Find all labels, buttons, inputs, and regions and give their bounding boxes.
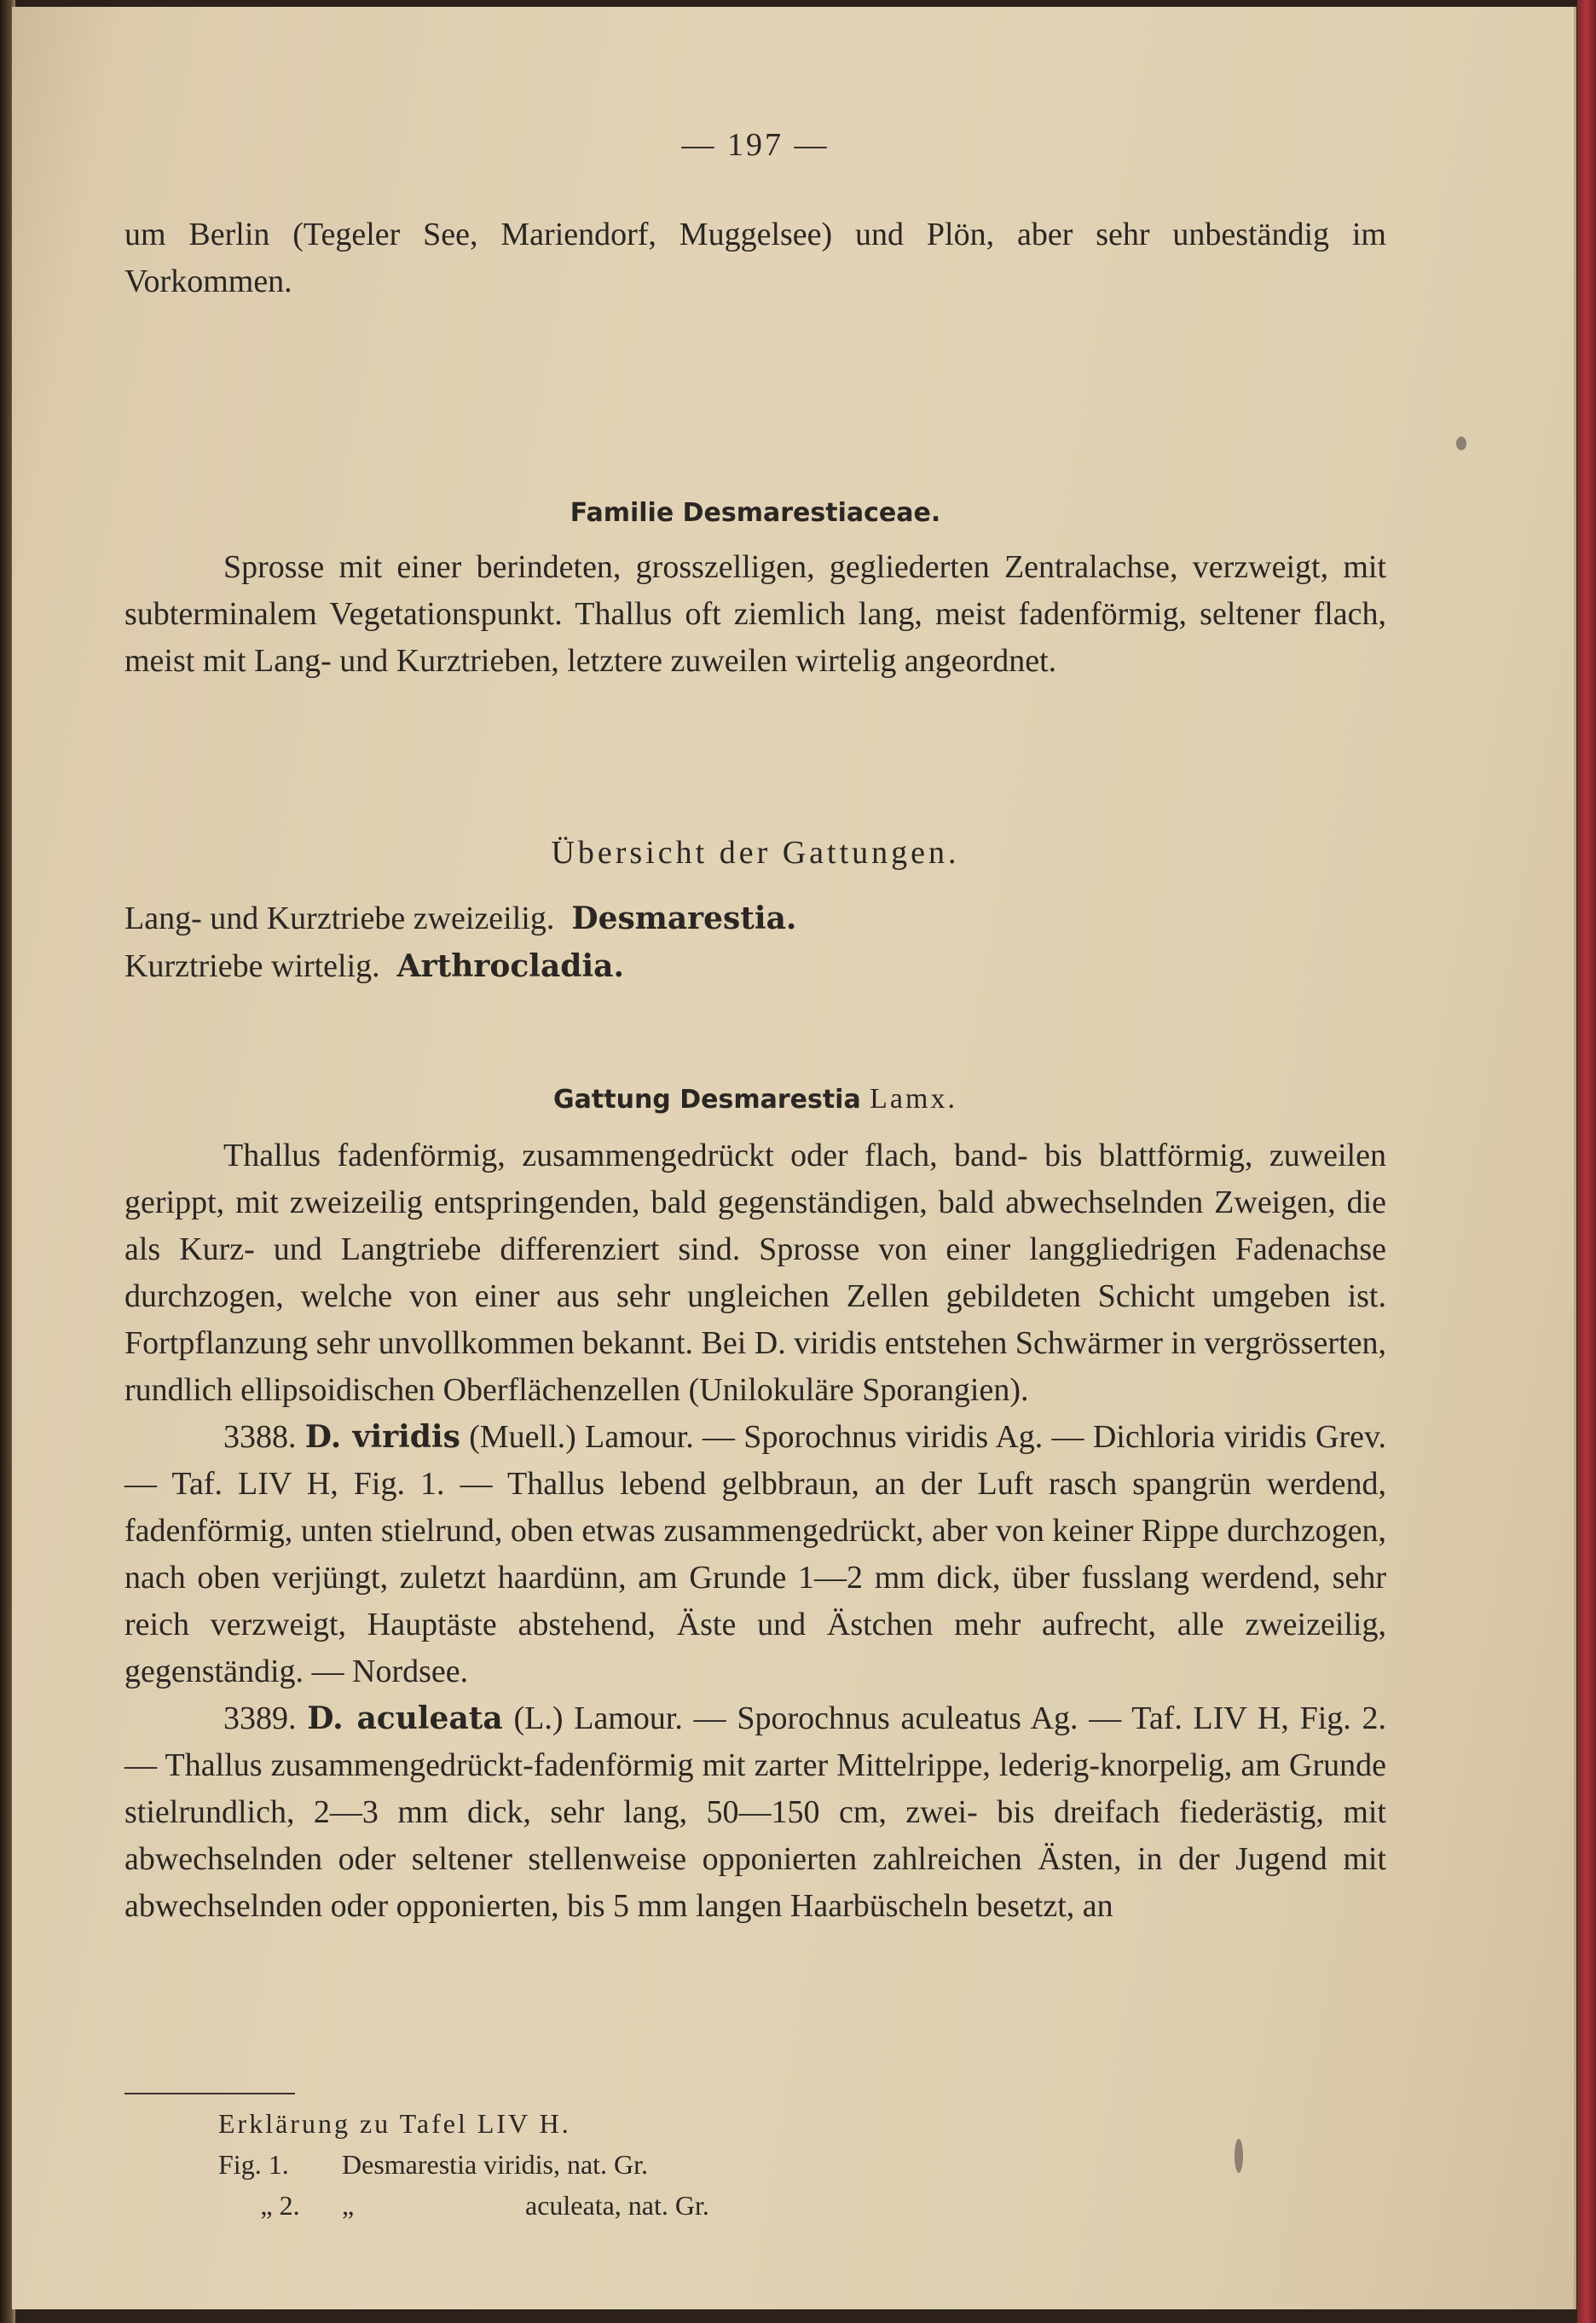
key-genus: Desmarestia. xyxy=(571,901,797,936)
species-number: 3388. xyxy=(223,1419,297,1455)
footnote-title: Erklärung zu Tafel LIV H. xyxy=(218,2108,571,2139)
page xyxy=(12,7,1576,2309)
species-name: D. aculeata xyxy=(307,1700,503,1736)
key-line-1 xyxy=(124,895,1386,942)
ditto-mark: „ xyxy=(342,2190,355,2221)
key-genus: Arthrocladia. xyxy=(396,948,624,984)
genus-description: Thallus fadenförmig, zusammengedrückt oder flach, band- bis blattförmig, zuweilen gerippt, mit zweizeilig entspringenden, bald gegenständigen, bald abwechselnden Zweigen, die als Kurz- und Langtriebe differenziert sind. Sprosse von einer langgliedrigen Fadenachse durchzogen, welche von einer aus sehr ungleichen Zellen gebildeten Schicht umgeben ist. Fortpflanzung sehr unvollkommen bekannt. Bei D. viridis entstehen Schwärmer in vergrösserten, rundlich ellipsoidischen Oberflächenzellen (Unilokuläre Sporangien). xyxy=(124,1138,1386,1408)
key-text: Lang- und Kurztriebe zweizeilig. xyxy=(124,901,555,936)
key-line-2 xyxy=(124,943,1386,990)
footnote-rule xyxy=(124,2093,295,2094)
key-text: Kurztriebe wirtelig. xyxy=(124,948,380,984)
species-number: 3389. xyxy=(223,1700,297,1736)
genus-body xyxy=(124,1133,1386,1930)
species-entry xyxy=(124,1695,1386,1930)
footnote xyxy=(218,2103,709,2226)
overview-title: Übersicht der Gattungen. xyxy=(551,835,960,871)
family-description: Sprosse mit einer berindeten, grosszelligen, gegliederten Zentralachse, verzweigt, mit subterminalem Vegetationspunkt. Thallus oft ziemlich lang, meist fadenförmig, seltener flach, meist mit Lang- und Kurztrieben, letztere zuweilen wirtelig angeordnet. xyxy=(124,549,1386,679)
book-edge xyxy=(1577,0,1596,2323)
genus-name: Gattung Desmarestia xyxy=(553,1085,861,1115)
family-heading: Familie Desmarestiaceae. xyxy=(570,498,941,528)
species-entry xyxy=(124,1414,1386,1695)
ink-spot xyxy=(1235,2139,1243,2173)
figure-ref: Fig. 1. xyxy=(218,2149,289,2180)
species-name: D. viridis xyxy=(304,1419,460,1455)
genus-author: Lamx. xyxy=(870,1083,957,1115)
figure-caption: Desmarestia viridis, nat. Gr. xyxy=(342,2149,649,2180)
page-number: — 197 — xyxy=(681,127,830,163)
species-text: (L.) Lamour. — Sporochnus aculeatus Ag. — Taf. LIV H, Fig. 2. — Thallus zusammengedrückt-fadenförmig mit zarter Mittelrippe, lederig-knorpelig, am Grunde stielrundlich, 2—3 mm dick, sehr lang, 50—150 cm, zwei- bis dreifach fiederästig, mit abwechselnden oder seltener stellenweise opponierten zahlreichen Ästen, in der Jugend mit abwechselnden oder opponierten, bis 5 mm langen Haarbüscheln besetzt, an xyxy=(124,1700,1386,1924)
genus-heading xyxy=(124,1083,1386,1115)
species-text: (Muell.) Lamour. — Sporochnus viridis Ag. — Dichloria viridis Grev. — Taf. LIV H, Fig. 1. — Thallus lebend gelbbraun, an der Luft rasch spangrün werdend, fadenförmig, unten stielrund, oben etwas zusammengedrückt, aber von keiner Rippe durchzogen, nach oben verjüngt, zuletzt haardünn, am Grunde 1—2 mm dick, über fusslang werdend, sehr reich verzweigt, Hauptäste abstehend, Äste und Ästchen mehr aufrecht, alle zweizeilig, gegenständig. — Nordsee. xyxy=(124,1419,1386,1689)
figure-ref: „ 2. xyxy=(260,2190,300,2221)
figure-caption: aculeata, nat. Gr. xyxy=(525,2190,709,2221)
continuation-paragraph: um Berlin (Tegeler See, Mariendorf, Muggelsee) und Plön, aber sehr unbeständig im Vorkommen. xyxy=(124,217,1386,299)
ink-spot xyxy=(1456,437,1466,450)
footnote-row xyxy=(218,2144,709,2185)
footnote-row xyxy=(218,2185,709,2226)
